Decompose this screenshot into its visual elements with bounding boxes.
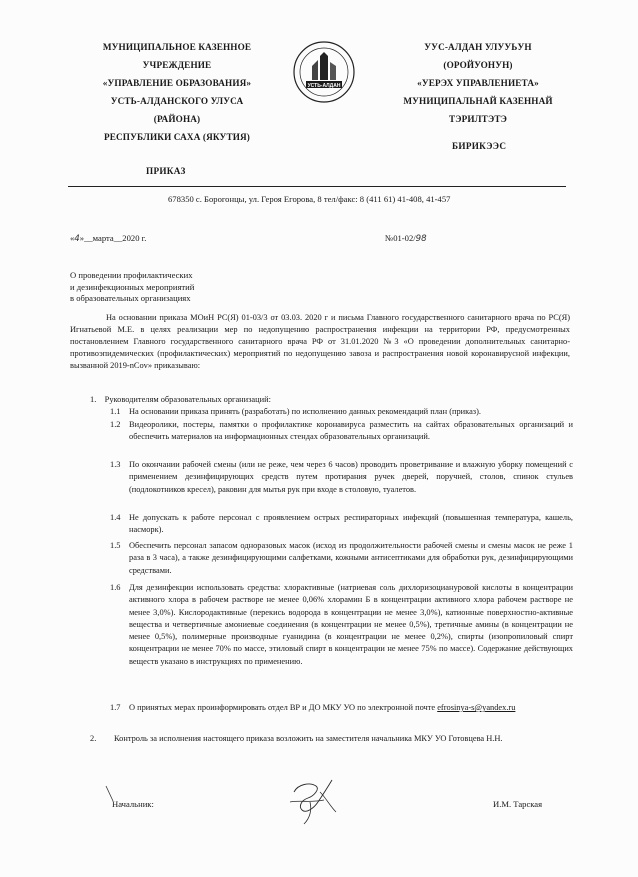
subitem-number: 1.2 bbox=[110, 420, 121, 429]
header-left-line: (РАЙОНА) bbox=[153, 114, 201, 124]
signature-label: Начальник: bbox=[112, 799, 154, 809]
header-right-line: МУНИЦИПАЛЬНАЙ КАЗЕННАЙ bbox=[403, 96, 553, 106]
subitem-text: Для дезинфекции использовать средства: хлорактивные (натриевая соль дихлоризоциануровой кислоты в концентрации активного хлора в рабочем растворе не менее 0,06% хлорамин Б в концентрации активного хлора рабочем растворе не менее 3,0%). Кислородактивные (перекись водорода в концентрации не менее 3,0%), катионные поверхностно-активные вещества и четвертичные амониевые соединения (в концентрации не менее 0,5%), третичные амины (в концентрации не менее 0,5%), полимерные производные гуанидина (в концентрации не менее 0,2%), спирты (изопропиловый спирт концентрации не менее 70% по массе, этиловый спирт в концентрации не менее 75% по массе). Содержание действующих веществ указано в инструкциях по применению. bbox=[129, 583, 573, 666]
subject-line: О проведении профилактических bbox=[70, 270, 193, 280]
order-date bbox=[70, 233, 146, 244]
contact-email-link[interactable]: efrosinya-s@yandex.ru bbox=[437, 703, 516, 712]
header-right-block bbox=[378, 38, 578, 128]
header-left-line: УЧРЕЖДЕНИЕ bbox=[142, 60, 212, 70]
subitem-number: 1.1 bbox=[110, 407, 121, 416]
item-number: 2. bbox=[90, 734, 97, 743]
date-day-handwritten: 4 bbox=[74, 234, 80, 244]
item-text: Контроль за исполнения настоящего приказа возложить на заместителя начальника МКУ УО Готовцева Н.Н. bbox=[114, 734, 503, 743]
address-line: 678350 с. Борогонцы, ул. Героя Егорова, 8 тел/факс: 8 (411 61) 41-408, 41-457 bbox=[168, 194, 451, 204]
header-right-line: (ОРОЙУОНУН) bbox=[443, 60, 513, 70]
header-right-line: УУС-АЛДАН УЛУУЬУН bbox=[424, 42, 532, 52]
subitem-text: На основании приказа принять (разработать) по исполнению данных рекомендаций план (приказ). bbox=[129, 407, 482, 416]
item-1 bbox=[90, 395, 271, 404]
subitem-text-body: О принятых мерах проинформировать отдел ВР и ДО МКУ УО по электронной почте bbox=[129, 703, 436, 712]
header-left-line: «УПРАВЛЕНИЕ ОБРАЗОВАНИЯ» bbox=[102, 78, 252, 88]
item-number: 1. bbox=[90, 395, 97, 404]
header-right-line: ТЭРИЛТЭТЭ bbox=[448, 114, 508, 124]
item-text: Руководителям образовательных организаций: bbox=[104, 395, 271, 404]
order-subject bbox=[70, 270, 194, 305]
header-divider bbox=[68, 186, 566, 187]
subitem-text: По окончании рабочей смены (или не реже, чем через 6 часов) проводить проветривание и влажную уборку помещений с применением дезинфицирующих средств путем протирания ручек дверей, поручней, столов, спинок стульев (подлокотников кресел), раковин для мытья рук при входе в столовую, туалетов. bbox=[129, 460, 573, 494]
subject-line: в образовательных организациях bbox=[70, 293, 191, 303]
subitem-text: Видеоролики, постеры, памятки о профилактике коронавируса разместить на сайтах образовательных организаций и обеспечить материалов на информационных стендах образовательных организаций. bbox=[129, 420, 573, 442]
handwritten-signature bbox=[280, 772, 350, 828]
date-open-quote: « bbox=[70, 233, 75, 243]
subitem-number: 1.5 bbox=[110, 541, 121, 550]
emblem-text: УСТЬ-АЛДАН bbox=[307, 83, 341, 89]
subitem-text: Обеспечить персонал запасом одноразовых масок (исход из продолжительности рабочей смены и смены масок не реже 1 раза в 3 часа), а также дезинфицирующими салфетками, кожными антисептиками для обработки рук, дезинфицирующими средствами. bbox=[129, 541, 573, 575]
header-left-line: МУНИЦИПАЛЬНОЕ КАЗЕННОЕ bbox=[102, 42, 252, 52]
number-prefix: №01-02/ bbox=[385, 233, 416, 243]
header-right-line: «УЕРЭХ УПРАВЛЕНИЕТА» bbox=[417, 78, 539, 88]
district-emblem bbox=[292, 40, 356, 104]
order-title-yakut: БИРИКЭЭС bbox=[452, 141, 507, 151]
header-left-line: РЕСПУБЛИКИ САХА (ЯКУТИЯ) bbox=[103, 132, 251, 142]
order-title-russian: ПРИКАЗ bbox=[146, 166, 186, 176]
order-number bbox=[385, 233, 427, 244]
date-rest: »__марта__2020 г. bbox=[79, 233, 147, 243]
preamble-paragraph: На основании приказа МОиН РС(Я) 01-03/3 от 03.03. 2020 г и письма Главного государственного санитарного врача по РС(Я) Игнатьевой М.Е. в целях реализации мер по недопущению распространения инфекции на территории РФ, предусмотренных постановлением Главного государственного санитарного врача РФ от 31.01.2020 №3 «О проведении дополнительных санитарно-противоэпидемических (профилактических) мероприятий по недопущению завоза и распространения новой коронавирусной инфекции, вызванной 2019-nCov» приказываю: bbox=[70, 313, 570, 370]
subject-line: и дезинфекционных мероприятий bbox=[70, 281, 195, 292]
subitem-text: Не допускать к работе персонал с проявлением острых респираторных инфекций (повышенная температура, кашель, насморк). bbox=[129, 513, 573, 535]
header-left-block bbox=[72, 38, 282, 146]
signatory-name: И.М. Тарская bbox=[493, 799, 543, 809]
subitem-number: 1.4 bbox=[110, 513, 121, 522]
subitem-text bbox=[129, 702, 573, 714]
number-handwritten: 98 bbox=[415, 234, 427, 244]
subitem-number: 1.3 bbox=[110, 460, 121, 469]
subitem-number: 1.7 bbox=[110, 703, 121, 712]
header-left-line: УСТЬ-АЛДАНСКОГО УЛУСА bbox=[110, 96, 244, 106]
subitem-number: 1.6 bbox=[110, 583, 121, 592]
